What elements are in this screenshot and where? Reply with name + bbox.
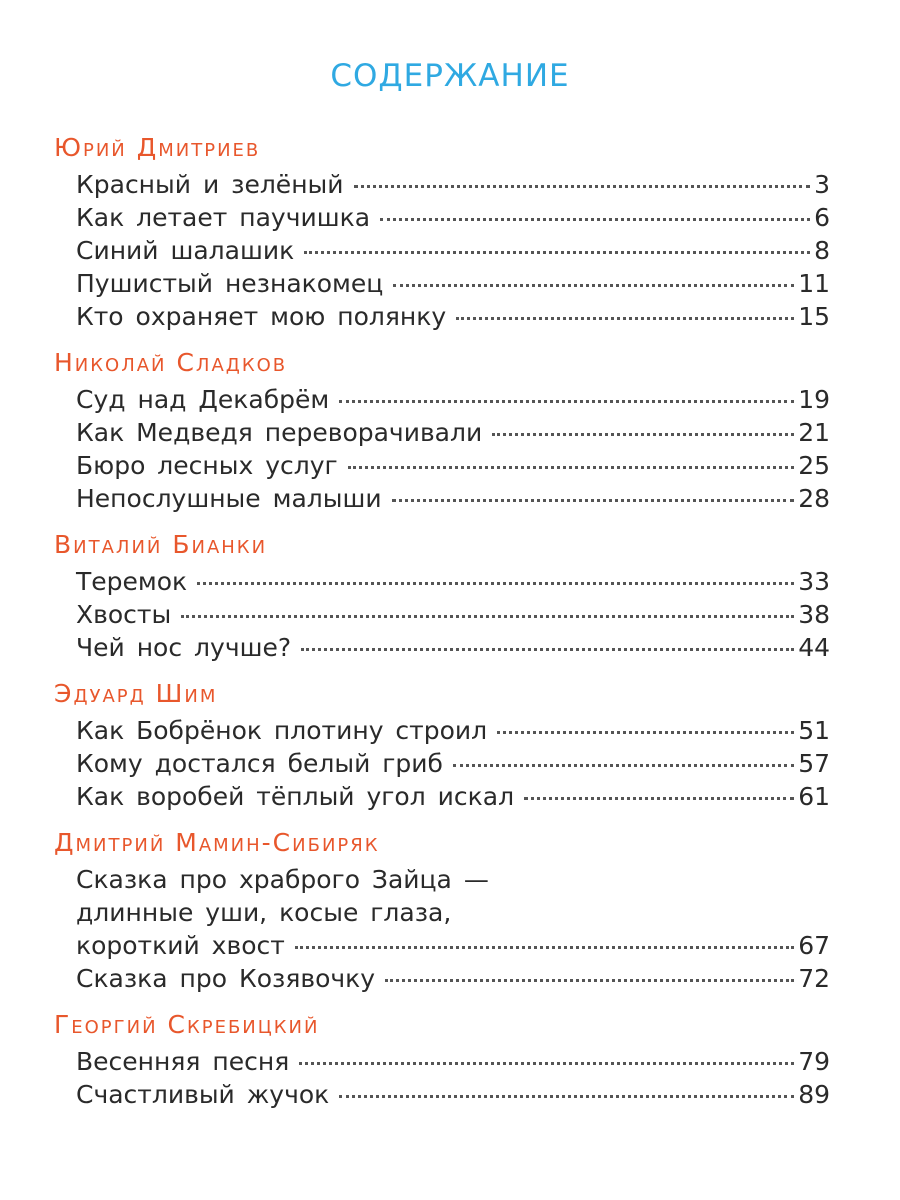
entry-title: Как летает паучишка (76, 203, 371, 232)
dot-leader (380, 218, 810, 221)
author-heading: Николай Сладков (54, 348, 288, 377)
entry-title-line: длинные уши, косые глаза, (76, 898, 452, 927)
page-number: 19 (798, 385, 830, 414)
toc-entry (76, 747, 830, 780)
entry-title: Непослушные малыши (76, 484, 382, 513)
page-number: 33 (798, 567, 830, 596)
dot-leader (339, 400, 794, 403)
entry-title: Как Медведя переворачивали (76, 418, 483, 447)
page-number: 61 (798, 782, 830, 811)
dot-leader (348, 466, 795, 469)
page-number: 57 (798, 749, 830, 778)
page-number: 38 (798, 600, 830, 629)
entry-title: Как Бобрёнок плотину строил (76, 716, 488, 745)
entry-title: Весенняя песня (76, 1047, 290, 1076)
author-heading: Виталий Бианки (54, 530, 268, 559)
author-heading: Эдуард Шим (54, 679, 218, 708)
author-heading: Георгий Скребицкий (54, 1010, 320, 1039)
dot-leader (295, 946, 794, 949)
toc-entry (76, 383, 830, 416)
page-number: 11 (798, 269, 830, 298)
toc-entry (76, 929, 830, 962)
entry-title: Пушистый незнакомец (76, 269, 384, 298)
entry-title-line: Сказка про храброго Зайца — (76, 865, 489, 894)
page-number: 21 (798, 418, 830, 447)
toc-section (54, 674, 830, 813)
page-number: 3 (814, 170, 830, 199)
entry-title: короткий хвост (76, 931, 285, 960)
page-number: 44 (798, 633, 830, 662)
entry-title: Суд над Декабрём (76, 385, 330, 414)
toc-entry-multiline (76, 863, 830, 962)
entry-title: Теремок (76, 567, 188, 596)
toc-entry (76, 1045, 830, 1078)
toc-entry (76, 598, 830, 631)
dot-leader (304, 251, 810, 254)
toc-entry (76, 234, 830, 267)
page-number: 15 (798, 302, 830, 331)
author-heading: Юрий Дмитриев (54, 133, 261, 162)
page-number: 67 (798, 931, 830, 960)
page-number: 6 (814, 203, 830, 232)
toc-entry (76, 201, 830, 234)
toc-entry (76, 714, 830, 747)
toc-section (54, 343, 830, 515)
page-title: СОДЕРЖАНИЕ (330, 58, 570, 94)
toc-entry (76, 449, 830, 482)
author-heading: Дмитрий Мамин-Сибиряк (54, 828, 380, 857)
entry-title: Счастливый жучок (76, 1080, 330, 1109)
dot-leader (492, 433, 794, 436)
toc-section (54, 525, 830, 664)
toc-entry (76, 482, 830, 515)
dot-leader (354, 185, 811, 188)
page-number: 28 (798, 484, 830, 513)
entry-title: Чей нос лучше? (76, 633, 292, 662)
toc-entry (76, 416, 830, 449)
toc-section (54, 823, 830, 995)
page-number: 72 (798, 964, 830, 993)
dot-leader (385, 979, 794, 982)
toc-entry (76, 565, 830, 598)
toc-entry (76, 780, 830, 813)
dot-leader (393, 284, 794, 287)
toc-entry (76, 267, 830, 300)
dot-leader (456, 317, 794, 320)
page-number: 79 (798, 1047, 830, 1076)
dot-leader (524, 797, 794, 800)
entry-title: Кто охраняет мою полянку (76, 302, 447, 331)
toc-entry (76, 1078, 830, 1111)
entry-title: Кому достался белый гриб (76, 749, 443, 778)
toc-section (54, 1005, 830, 1111)
entry-title: Бюро лесных услуг (76, 451, 338, 480)
entry-title: Сказка про Козявочку (76, 964, 376, 993)
entry-title: Хвосты (76, 600, 172, 629)
page-number: 89 (798, 1080, 830, 1109)
toc-entry (76, 168, 830, 201)
dot-leader (181, 615, 794, 618)
dot-leader (497, 731, 794, 734)
dot-leader (392, 499, 795, 502)
page-number: 51 (798, 716, 830, 745)
toc-entry (76, 631, 830, 664)
dot-leader (301, 648, 794, 651)
dot-leader (299, 1062, 794, 1065)
entry-title: Красный и зелёный (76, 170, 344, 199)
table-of-contents (54, 128, 830, 1121)
dot-leader (197, 582, 794, 585)
page-number: 8 (814, 236, 830, 265)
page-number: 25 (798, 451, 830, 480)
entry-title: Синий шалашик (76, 236, 295, 265)
toc-section (54, 128, 830, 333)
entry-title: Как воробей тёплый угол искал (76, 782, 515, 811)
dot-leader (453, 764, 794, 767)
dot-leader (339, 1095, 794, 1098)
toc-entry (76, 300, 830, 333)
toc-entry (76, 962, 830, 995)
